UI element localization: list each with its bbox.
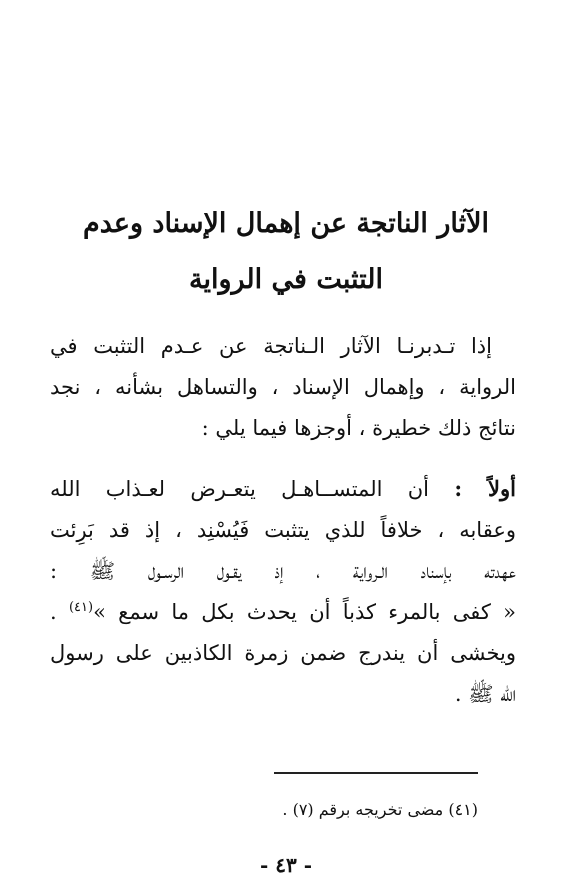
paragraph-intro-line-2: الرواية ، وإهمال الإسناد ، والتساهل بشأنه ، نجد (50, 375, 516, 399)
paragraph-intro (50, 326, 516, 449)
paragraph-first-point-line-6: الله ﷺ . (454, 682, 516, 706)
paragraph-first-point-line-5: ويخشى أن يندرج ضمن زمرة الكاذبين على رسول (50, 641, 516, 665)
first-point-lead: أولاً : (454, 476, 516, 501)
hadith-quote-end: . (50, 600, 69, 624)
paragraph-first-point-line-4 (50, 592, 516, 633)
footnote: (٤١) مضى تخريجه برقم (٧) . (282, 800, 478, 819)
paragraph-first-point (50, 468, 516, 715)
section-heading-line-1: الآثار الناتجة عن إهمال الإسناد وعدم (82, 208, 489, 239)
paragraph-first-point-line-3: عهدته بإسناد الـرواية ، إذ يقـول الرسـول ﷺ : (50, 559, 516, 583)
page-number: - ٤٣ - (259, 853, 312, 877)
footnote-divider (274, 772, 478, 774)
section-heading (40, 196, 532, 308)
paragraph-intro-line-1: إذا تـدبرنـا الآثار الـناتجة عن عـدم التثبت في (50, 334, 492, 358)
paragraph-intro-line-3: نتائج ذلك خطيرة ، أوجزها فيما يلي : (201, 416, 516, 440)
paragraph-first-point-line-2: وعقابه ، خلافاً للذي يتثبت فَيُسْنِد ، إذ قد بَرِئت (50, 518, 516, 542)
footnote-reference: (٤١) (68, 600, 94, 615)
paragraph-first-point-line-1 (50, 468, 516, 510)
section-heading-line-2: التثبت في الرواية (188, 264, 384, 295)
first-point-line-1-text: أن المتســاهـل يتعـرض لعـذاب الله (50, 477, 455, 501)
hadith-quote: « كفى بالمرء كذباً أن يحدث بكل ما سمع » (93, 600, 516, 624)
